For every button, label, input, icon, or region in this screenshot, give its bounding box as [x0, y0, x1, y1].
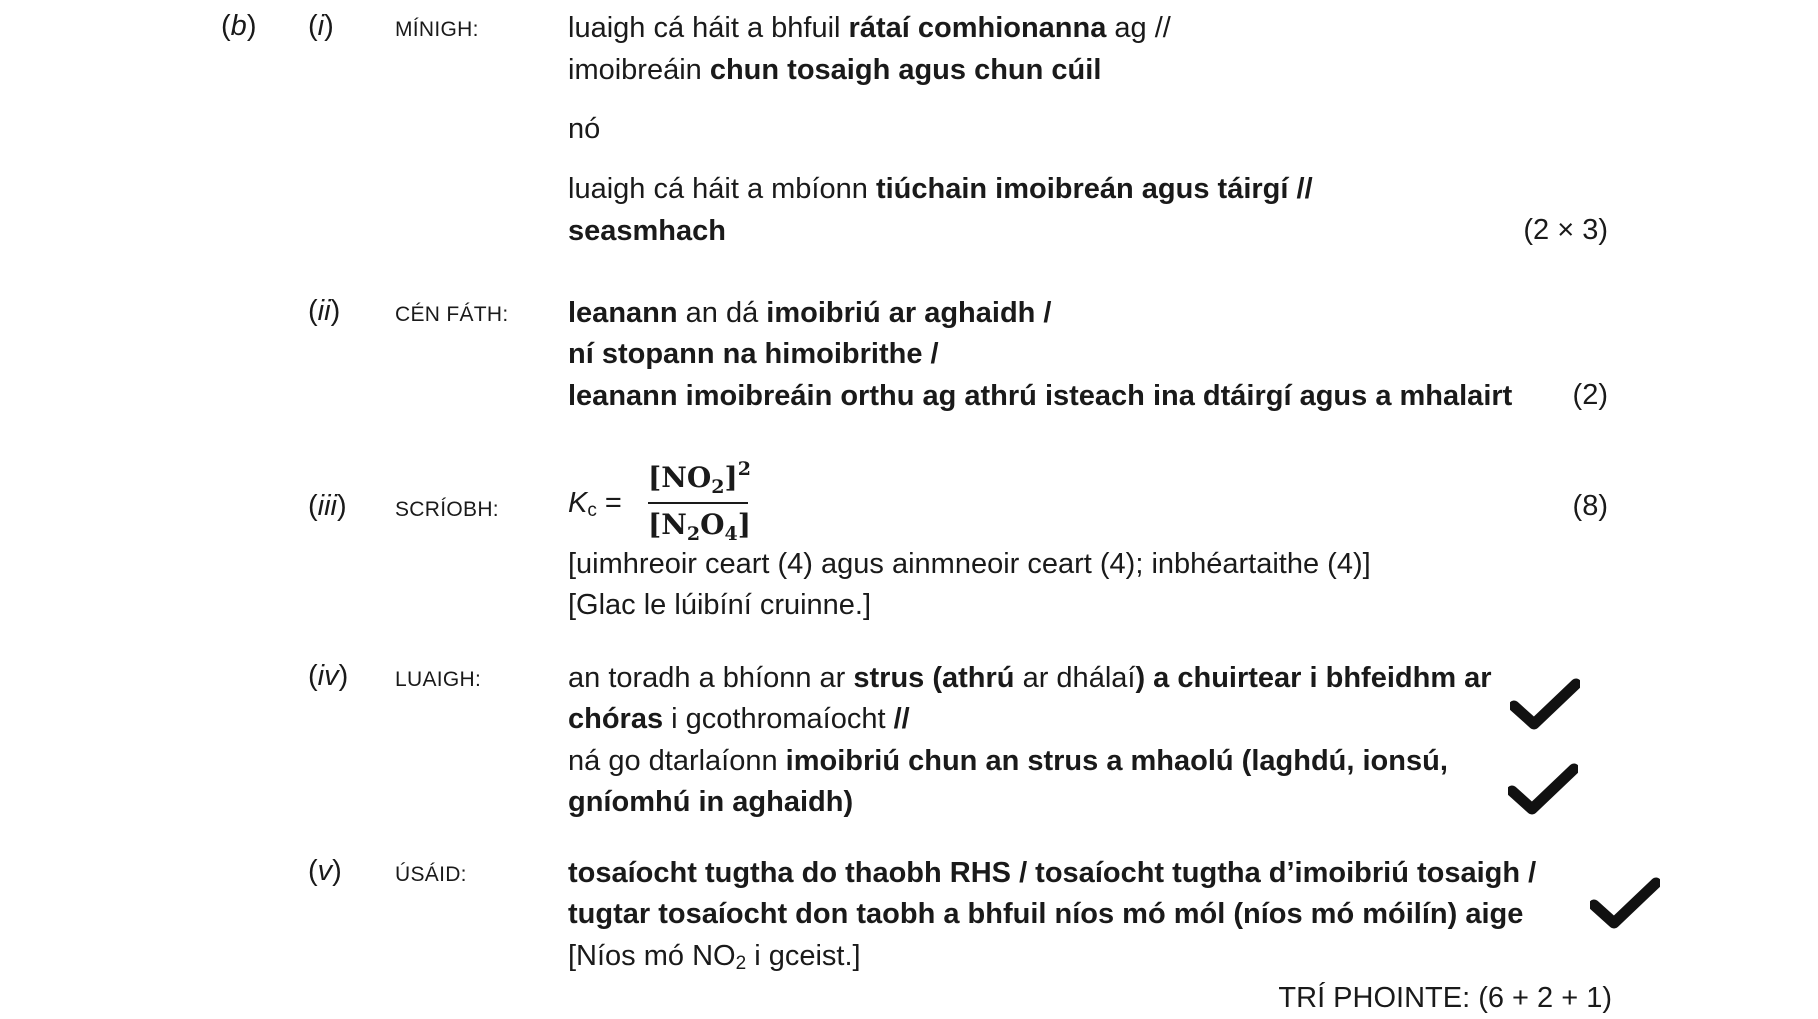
check-icon: [1508, 763, 1578, 815]
roman-ii: ii: [317, 295, 331, 327]
part-letter: b: [230, 10, 247, 42]
fraction-denominator: [648, 508, 751, 545]
section-iv-line-2: [568, 698, 910, 740]
kc-letter: K: [568, 487, 588, 519]
text: i gceist.]: [746, 940, 861, 972]
text: [NO: [648, 461, 712, 494]
text: an toradh a bhíonn ar: [568, 662, 854, 694]
verb-luaigh: LUAIGH:: [395, 668, 482, 691]
section-iii-note-1: [uimhreoir ceart (4) agus ainmneoir ceart (4); inbhéartaithe (4)]: [568, 548, 1371, 580]
equals-sign: =: [604, 487, 622, 519]
text: luaigh cá háit a bhfuil: [568, 12, 849, 44]
text: ar dhálaí: [1014, 662, 1136, 694]
bold-text: chóras: [568, 703, 664, 735]
verb-cen-fath: CÉN FÁTH:: [395, 303, 509, 326]
bold-text: imoibriú chun an strus a mhaolú (laghdú, ionsú,: [785, 745, 1448, 777]
section-v-line-3: [568, 935, 861, 985]
roman-i: i: [317, 10, 325, 42]
section-iv-line-4: gníomhú in aghaidh): [568, 786, 854, 818]
section-ii-line-1: [568, 292, 1051, 334]
verb-usaid: ÚSÁID:: [395, 863, 467, 886]
text: luaigh cá háit a mbíonn: [568, 173, 876, 205]
fraction-numerator: [648, 458, 750, 498]
section-iv-line-1: [568, 657, 1492, 699]
section-iii-marks: (8): [1572, 490, 1608, 522]
bold-text: rátaí comhionanna: [848, 12, 1107, 44]
check-icon: [1590, 877, 1660, 929]
footer-points: TRÍ PHOINTE: (6 + 2 + 1): [1278, 982, 1612, 1014]
roman-v: v: [317, 855, 333, 887]
bold-text: imoibriú ar aghaidh /: [766, 297, 1052, 329]
section-number-ii: (ii): [308, 295, 341, 327]
section-number-iii: (iii): [308, 490, 347, 522]
check-icon: [1510, 678, 1580, 730]
section-i-line-1: [568, 7, 1171, 49]
bold-text: tiúchain imoibreán agus táirgí //: [875, 173, 1313, 205]
text: imoibreáin: [568, 54, 710, 86]
part-label: (b): [221, 10, 257, 42]
section-i-line-3: [568, 168, 1313, 210]
section-iii-note-2: [Glac le lúibíní cruinne.]: [568, 589, 872, 621]
text: ná go dtarlaíonn: [568, 745, 786, 777]
bold-text: leanann: [568, 297, 678, 329]
section-number-i: (i): [308, 10, 334, 42]
verb-minigh: MÍNIGH:: [395, 18, 479, 41]
bold-text: ) a chuirtear i bhfeidhm ar: [1135, 662, 1492, 694]
subscript: 2: [711, 476, 725, 498]
section-i-line-2: [568, 49, 1101, 91]
subscript: 2: [735, 953, 747, 974]
section-ii-line-3: leanann imoibreáin orthu ag athrú isteach ina dtáirgí agus a mhalairt: [568, 380, 1513, 412]
text: ag //: [1106, 12, 1171, 44]
text: O: [700, 508, 725, 541]
section-ii-marks: (2): [1572, 379, 1608, 411]
section-i-marks: (2 × 3): [1523, 214, 1608, 246]
section-ii-line-2: ní stopann na himoibrithe /: [568, 338, 939, 370]
section-i-or: nó: [568, 113, 601, 145]
section-v-line-1: tosaíocht tugtha do thaobh RHS / tosaíocht tugtha d’imoibriú tosaigh /: [568, 857, 1537, 889]
kc-subscript: c: [587, 500, 597, 521]
section-number-iv: (iv): [308, 660, 349, 692]
section-i-line-4: seasmhach: [568, 215, 726, 247]
text: ]: [737, 508, 751, 541]
text: ]: [724, 461, 738, 494]
bold-text: strus (athrú: [853, 662, 1015, 694]
text: an dá: [677, 297, 767, 329]
bold-text: chun tosaigh agus chun cúil: [709, 54, 1102, 86]
subscript: 4: [724, 523, 738, 545]
fraction-bar: [648, 502, 748, 504]
roman-iv: iv: [317, 660, 339, 692]
kc-expression: [568, 487, 622, 522]
text: i gcothromaíocht: [663, 703, 894, 735]
section-iv-line-3: [568, 740, 1448, 782]
text: [Níos mó NO: [568, 940, 736, 972]
bold-text: //: [893, 703, 910, 735]
section-v-line-2: tugtar tosaíocht don taobh a bhfuil níos mó mól (níos mó móilín) aige: [568, 898, 1524, 930]
superscript: 2: [737, 458, 751, 480]
text: [N: [648, 508, 687, 541]
section-number-v: (v): [308, 855, 342, 887]
roman-iii: iii: [317, 490, 338, 522]
subscript: 2: [686, 523, 701, 545]
verb-scriobh: SCRÍOBH:: [395, 498, 499, 521]
